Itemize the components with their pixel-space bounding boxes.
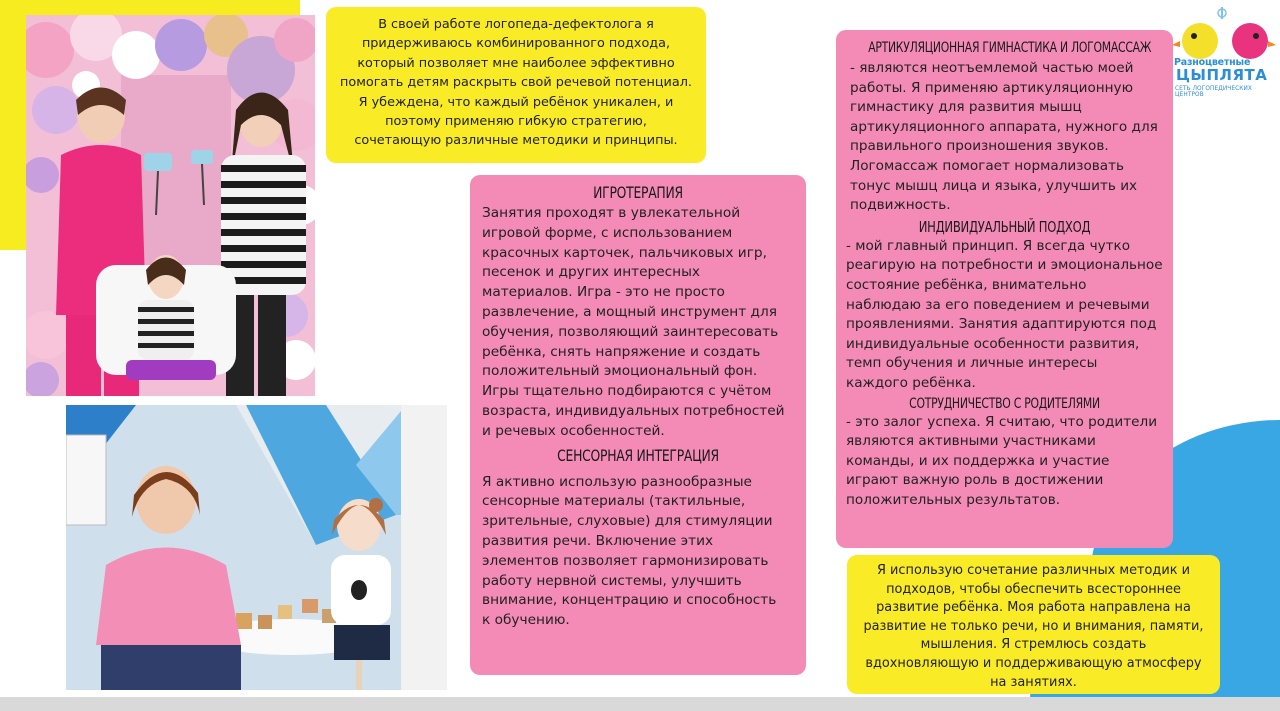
closing-box (847, 555, 1220, 694)
photo-session-illustration (66, 405, 447, 690)
middle-methods-box (470, 175, 806, 675)
closing-text: Я использую сочетание различных методик и подходов, чтобы обеспечить всестороннее развитие ребёнка. Моя работа направлена на развитие не только речи, но и внимания, памяти, мышления. Я стремлюсь создать вдохновляющую и поддерживающую атмосферу на занятиях. (863, 563, 1204, 690)
individual-heading: ИНДИВИДУАЛЬНЫЙ ПОДХОД (918, 217, 1091, 236)
intro-text: В своей работе логопеда-дефектолога я придерживаюсь комбинированного подхода, который позволяет мне наиболее эффективно помогать детям раскрыть свой речевой потенциал. Я убеждена, что каждый ребёнок уникален, и поэтому применяю гибкую стратегию, сочетающую различные методики и принципы. (340, 17, 692, 149)
sensory-heading: СЕНСОРНАЯ ИНТЕГРАЦИЯ (557, 445, 719, 465)
individual-text: - мой главный принцип. Я всегда чутко реагирую на потребности и эмоциональное состояние ребёнка, внимательно наблюдаю за его поведением и речевыми проявлениями. Занятия адаптируются под индивидуальные особенности развития, темп обучения и личные интересы каждого ребёнка. (846, 237, 1163, 391)
cooperation-heading: СОТРУДНИЧЕСТВО С РОДИТЕЛЯМИ (909, 395, 1100, 412)
photo-therapy-session (66, 405, 447, 690)
intro-box (326, 7, 706, 163)
game-therapy-text: Занятия проходят в увлекательной игровой форме, с использованием красочных карточек, пальчиковых игр, песенок и других интересных материалов. Игра - это не просто развлечение, а мощный инструмент для обучения, позволяющий заинтересовать ребёнка, снять напряжение и создать положительный эмоциональный фон. Игры тщательно подбираются с учётом возраста, индивидуальных потребностей и речевых особенностей. (482, 205, 785, 439)
photo-balloons-family (26, 15, 315, 396)
logo-line-2: ЦЫПЛЯТА (1176, 66, 1268, 84)
logo-line-1: Разноцветные (1174, 57, 1251, 68)
cooperation-text: - это залог успеха. Я считаю, что родители являются активными участниками команды, и их поддержка и участие играют важную роль в достижении положительных результатов. (846, 413, 1158, 508)
logo-line-3: СЕТЬ ЛОГОПЕДИЧЕСКИХ ЦЕНТРОВ (1175, 86, 1252, 98)
articulation-text: - являются неотъемлемой частью моей работы. Я применяю артикуляционную гимнастику для развития мышц артикуляционного аппарата, нужного для правильного произношения звуков. Логомассаж помогает нормализовать тонус мышц лица и языка, улучшить их подвижность. (850, 60, 1158, 214)
sensory-text: Я активно использую разнообразные сенсорные материалы (тактильные, зрительные, слуховые) для стимуляции развития речи. Включение этих элементов позволяет гармонизировать работу нервной системы, улучшить внимание, концентрацию и способность к обучению. (482, 473, 777, 629)
articulation-heading: АРТИКУЛЯЦИОННАЯ ГИМНАСТИКА И ЛОГОМАССАЖ (868, 40, 1152, 56)
bottom-frame-bar (0, 697, 1280, 711)
game-therapy-heading: ИГРОТЕРАПИЯ (593, 183, 683, 202)
right-methods-box (836, 30, 1173, 548)
brand-logo (1172, 5, 1276, 100)
chicks-logo-icon (1172, 5, 1276, 61)
photo-balloons-illustration (26, 15, 315, 396)
